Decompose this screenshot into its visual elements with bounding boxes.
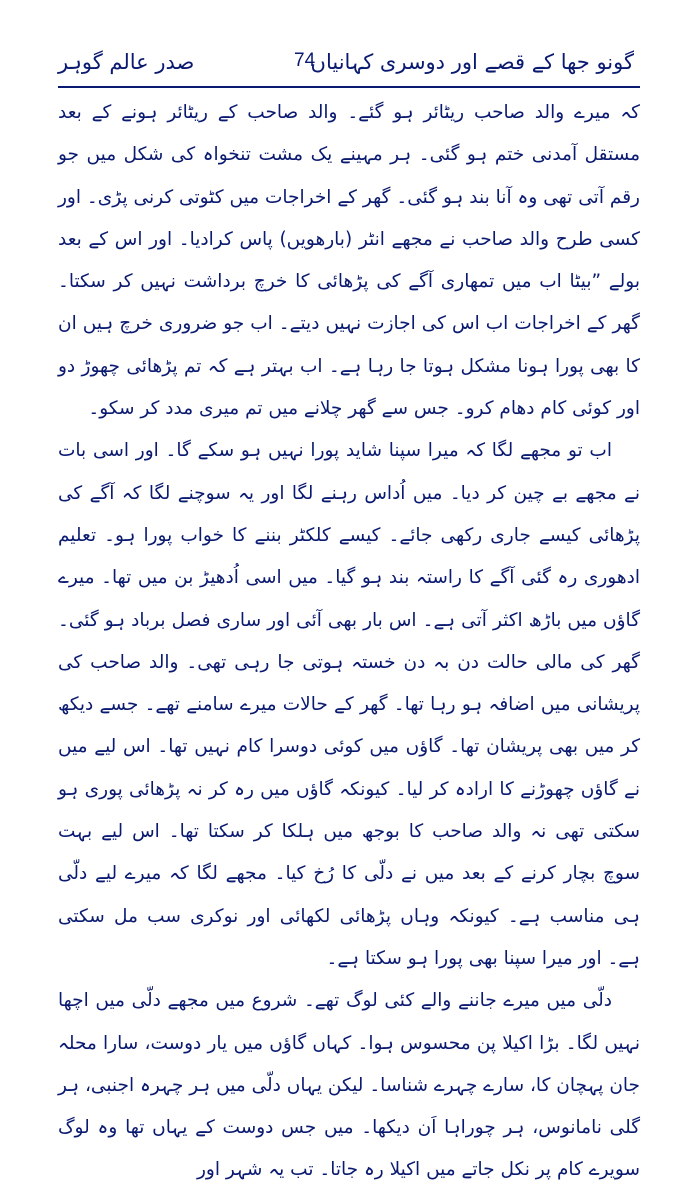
author-name: صدر عالم گوہر xyxy=(58,50,195,74)
header-divider xyxy=(58,86,640,88)
page-header xyxy=(58,44,640,84)
paragraph: دلّی میں میرے جاننے والے کئی لوگ تھے۔ شروع میں مجھے دلّی میں اچھا نہیں لگا۔ بڑا اکیلا پن محسوس ہوا۔ کہاں گاؤں میں یار دوست، سارا محلہ جان پہچان کا، سارے چہرے شناسا۔ لیکن یہاں دلّی میں ہر چہرہ اجنبی، ہر گلی نامانوس، ہر چوراہا اَن دیکھا۔ میں جس دوست کے یہاں تھا وہ لوگ سویرے کام پر نکل جاتے میں اکیلا رہ جاتا۔ تب یہ شہر اور xyxy=(58,990,640,1181)
page-number: 74 xyxy=(294,50,316,71)
book-title: گونو جھا کے قصے اور دوسری کہانیاں xyxy=(310,50,634,74)
paragraph: کہ میرے والد صاحب ریٹائر ہو گئے۔ والد صاحب کے ریٹائر ہونے کے بعد مستقل آمدنی ختم ہو گئی۔ ہر مہینے یک مشت تنخواہ کی شکل میں جو رقم آتی تھی وہ آنا بند ہو گئی۔ گھر کے اخراجات میں کٹوتی کرنی پڑی۔ اور کسی طرح والد صاحب نے مجھے انٹر (بارھویں) پاس کرادیا۔ اور اس کے بعد بولے ”بیٹا اب میں تمھاری آگے کی پڑھائی کا خرچ برداشت نہیں کر سکتا۔ گھر کے اخراجات اب اس کی اجازت نہیں دیتے۔ اب جو ضروری خرچ ہیں ان کا بھی پورا ہونا مشکل ہوتا جا رہا ہے۔ اب بہتر ہے کہ تم پڑھائی چھوڑ دو اور کوئی کام دھام کرو۔ جس سے گھر چلانے میں تم میری مدد کر سکو۔ xyxy=(58,102,640,420)
paragraph: اب تو مجھے لگا کہ میرا سپنا شاید پورا نہیں ہو سکے گا۔ اور اسی بات نے مجھے بے چین کر دیا۔ میں اُداس رہنے لگا اور یہ سوچنے لگا کہ آگے کی پڑھائی کیسے جاری رکھی جائے۔ کیسے کلکٹر بننے کا خواب پورا ہو۔ تعلیم ادھوری رہ گئی آگے کا راستہ بند ہو گیا۔ میں اسی اُدھیڑ بن میں تھا۔ میرے گاؤں میں باڑھ اکثر آتی ہے۔ اس بار بھی آئی اور ساری فصل برباد ہو گئی۔ گھر کی مالی حالت دن بہ دن خستہ ہوتی جا رہی تھی۔ والد صاحب کی پریشانی میں اضافہ ہو رہا تھا۔ گھر کے حالات میرے سامنے تھے۔ جسے دیکھ کر میں بھی پریشان تھا۔ گاؤں میں کوئی دوسرا کام نہیں تھا۔ اس لیے میں نے گاؤں چھوڑنے کا ارادہ کر لیا۔ کیونکہ گاؤں میں رہ کر نہ پڑھائی پوری ہو سکتی تھی نہ والد صاحب کا بوجھ میں ہلکا کر سکتا تھا۔ اس لیے بہت سوچ بچار کرنے کے بعد میں نے دلّی کا رُخ کیا۔ مجھے لگا کہ میرے لیے دلّی ہی مناسب ہے۔ کیونکہ وہاں پڑھائی لکھائی اور نوکری سب مل سکتی ہے۔ اور میرا سپنا بھی پورا ہو سکتا ہے۔ xyxy=(58,440,640,969)
page-body xyxy=(58,92,640,1192)
